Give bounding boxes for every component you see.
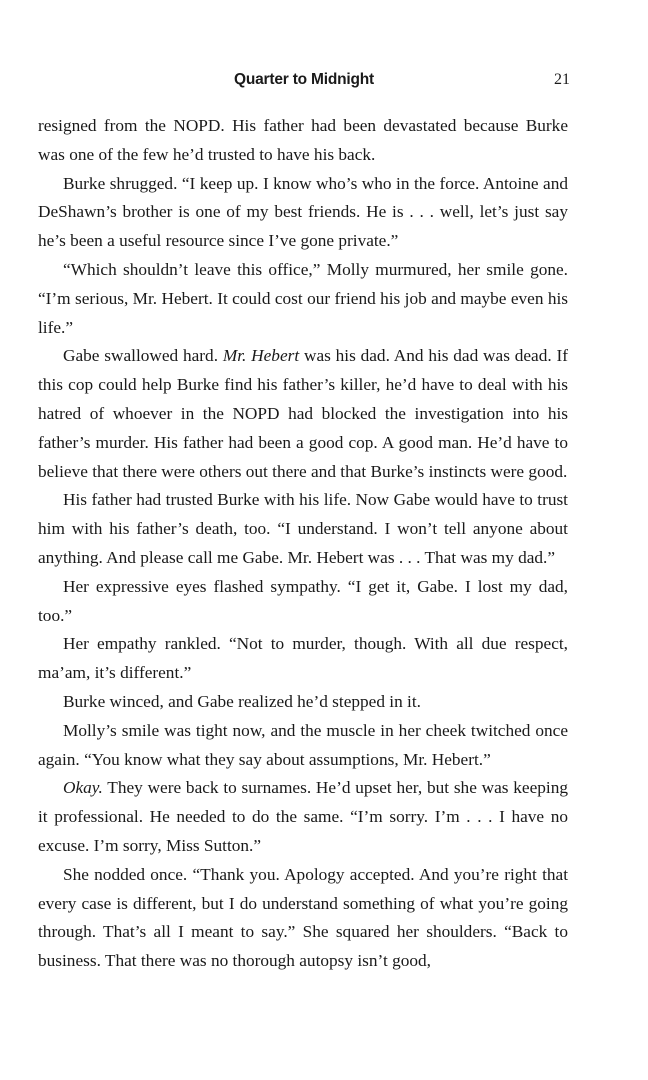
- running-title: Quarter to Midnight: [234, 71, 374, 88]
- paragraph: [38, 170, 568, 256]
- italic-text: Mr. Hebert: [222, 346, 300, 366]
- text-run: Burke shrugged. “I keep up. I know who’s who in the force. Antoine and DeShawn’s brother is one of my best friends. He is . . . well, let’s just say he’s been a useful resource since I’ve gone private.”: [38, 173, 568, 251]
- paragraph: [38, 112, 568, 170]
- text-run: His father had trusted Burke with his life. Now Gabe would have to trust him with his father’s death, too. “I understand. I won’t tell anyone about anything. And please call me Gabe. Mr. Hebert was . . . That was my dad.”: [38, 490, 568, 567]
- paragraph: [38, 630, 568, 688]
- page-number: 21: [554, 71, 570, 88]
- text-run: “Which shouldn’t leave this office,” Molly murmured, her smile gone. “I’m serious, Mr. Hebert. It could cost our friend his job and maybe even his life.”: [38, 259, 568, 337]
- text-run: They were back to surnames. He’d upset her, but she was keeping it professional. He needed to do the same. “I’m sorry. I’m . . . I have no excuse. I’m sorry, Miss Sutton.”: [38, 778, 568, 855]
- paragraph: [38, 717, 568, 775]
- paragraph: [38, 256, 568, 342]
- paragraph: [38, 342, 568, 486]
- paragraph: [38, 486, 568, 572]
- text-run: She nodded once. “Thank you. Apology accepted. And you’re right that every case is different, but I do understand something of what you’re going through. That’s all I meant to say.” She squared her shoulders. “Back to business. That there was no thorough autopsy isn’t good,: [38, 864, 568, 971]
- running-head: [38, 71, 570, 93]
- italic-text: Okay.: [63, 778, 103, 798]
- paragraph: [38, 861, 568, 976]
- text-run: Molly’s smile was tight now, and the muscle in her cheek twitched once again. “You know what they say about assumptions, Mr. Hebert.”: [38, 720, 568, 769]
- text-run: resigned from the NOPD. His father had been devastated because Burke was one of the few he’d trusted to have his back.: [38, 116, 568, 164]
- paragraph: [38, 774, 568, 860]
- text-run: Her empathy rankled. “Not to murder, though. With all due respect, ma’am, it’s different.”: [38, 634, 568, 683]
- paragraph: [38, 688, 568, 717]
- body-text: [38, 112, 568, 976]
- paragraph: [38, 573, 568, 631]
- text-run: Burke winced, and Gabe realized he’d stepped in it.: [63, 691, 421, 711]
- text-run: was his dad. And his dad was dead. If this cop could help Burke find his father’s killer, he’d have to deal with his hatred of whoever in the NOPD had blocked the investigation into his father’s murder. His father had been a good cop. A good man. He’d have to believe that there were others out there and that Burke’s instincts were good.: [38, 346, 568, 481]
- text-run: Gabe swallowed hard.: [63, 346, 223, 366]
- text-run: Her expressive eyes flashed sympathy. “I get it, Gabe. I lost my dad, too.”: [38, 576, 568, 625]
